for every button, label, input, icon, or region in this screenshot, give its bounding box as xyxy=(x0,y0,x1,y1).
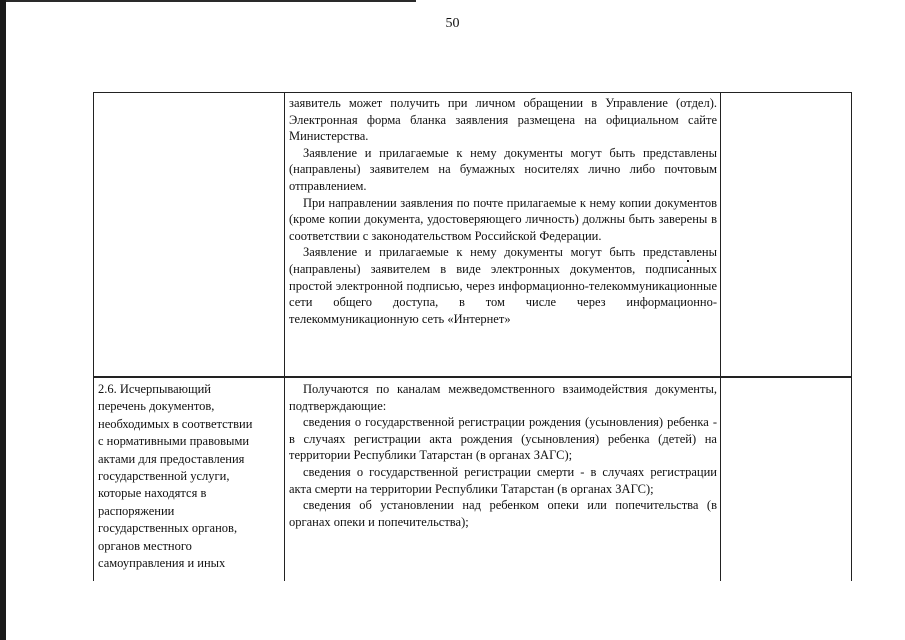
row-content-cell xyxy=(289,95,717,327)
paragraph: сведения о государственной регистрации рождения (усыновления) ребенка - в случаях регистрации акта рождения (усыновления) ребенка (детей) на территории Республики Татарстан (в органах ЗАГС); xyxy=(289,415,717,463)
paragraph: Получаются по каналам межведомственного взаимодействия документы, подтверждающие: xyxy=(289,382,717,413)
row-title-line: органов местного xyxy=(98,538,192,553)
row-title-line: перечень документов, xyxy=(98,399,215,414)
paragraph: При направлении заявления по почте прилагаемые к нему копии документов (кроме копии документа, удостоверяющего личность) должны быть заверены в соответствии с законодательством Российской Федерации. xyxy=(289,195,717,243)
paragraph: Заявление и прилагаемые к нему документы могут быть представлены (направлены) заявителем на бумажных носителях лично либо почтовым отправлением. xyxy=(289,145,717,193)
column-divider xyxy=(284,377,285,581)
column-divider xyxy=(720,93,721,377)
paragraph: Заявление и прилагаемые к нему документы могут быть представлены (направлены) заявителем в виде электронных документов, подписанных простой электронной подписью, через информационно-телекоммуникационные сети общего доступа, в том числе через информационно-телекоммуникационную сеть «Интернет» xyxy=(289,245,717,326)
row-title-line: государственных органов, xyxy=(98,521,238,536)
row-title-line: необходимых в соответствии xyxy=(98,416,253,431)
column-divider xyxy=(284,93,285,377)
row-title-line: самоуправления и иных xyxy=(98,556,226,571)
page-number: 50 xyxy=(445,16,460,31)
table-row xyxy=(93,92,852,378)
paragraph: сведения о государственной регистрации смерти - в случаях регистрации акта смерти на территории Республики Татарстан (в органах ЗАГС); xyxy=(289,464,717,496)
row-title-line: которые находятся в xyxy=(98,486,207,501)
scan-edge-top xyxy=(6,0,416,2)
scan-speck xyxy=(687,260,689,262)
table-row xyxy=(93,376,852,581)
scan-edge-left xyxy=(0,0,6,640)
row-title-cell xyxy=(98,381,281,572)
row-title-line: государственной услуги, xyxy=(98,469,230,484)
row-content-cell xyxy=(289,381,717,530)
paragraph: сведения об установлении над ребенком опеки или попечительства (в органах опеки и попечительства); xyxy=(289,498,717,529)
row-title-line: 2.6. Исчерпывающий xyxy=(98,382,212,396)
row-title-line: актами для предоставления xyxy=(98,451,245,466)
column-divider xyxy=(720,377,721,581)
row-title-line: распоряжении xyxy=(98,503,175,518)
paragraph: заявитель может получить при личном обращении в Управление (отдел). Электронная форма бланка заявления размещена на официальном сайте Министерства. xyxy=(289,96,717,144)
row-title-line: с нормативными правовыми xyxy=(98,434,250,449)
